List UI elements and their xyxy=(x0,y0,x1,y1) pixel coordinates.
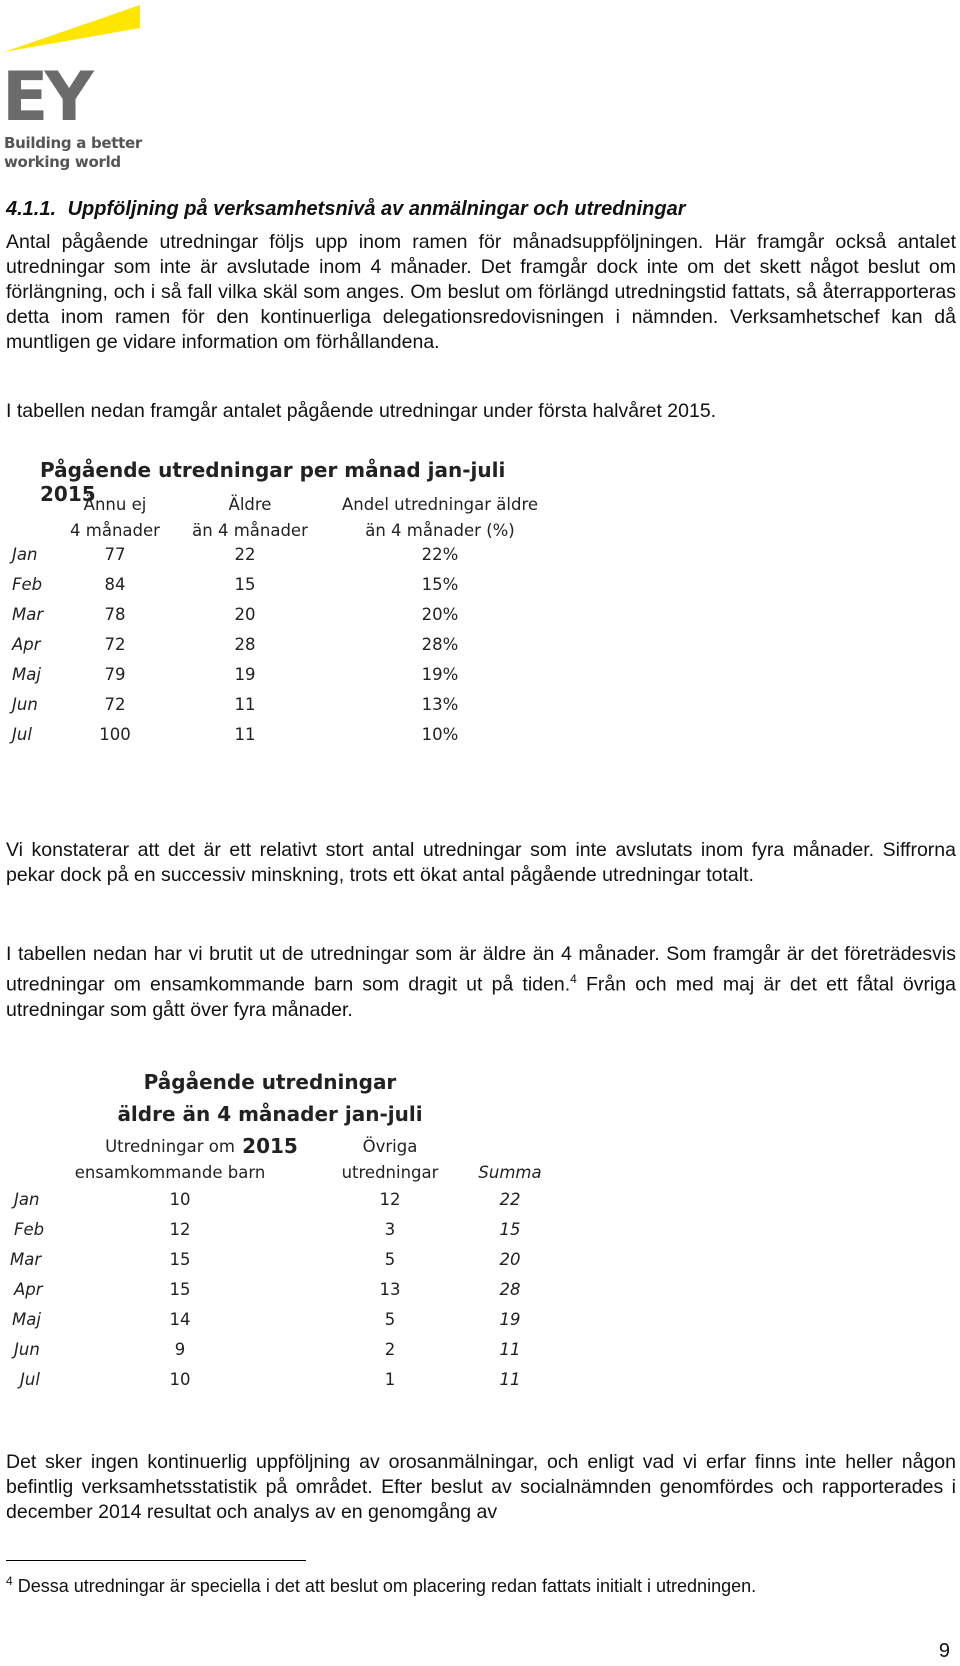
table1-older: 28 xyxy=(234,635,256,654)
table-row xyxy=(0,1190,600,1218)
table1-older: 20 xyxy=(234,605,256,624)
table1-month: Mar xyxy=(12,605,44,624)
table-row xyxy=(0,725,600,753)
table-row xyxy=(0,545,600,573)
table2-sum: 22 xyxy=(499,1190,521,1209)
table1-month: Jun xyxy=(12,695,38,714)
table1-month: Feb xyxy=(12,575,43,594)
table1-month: Jan xyxy=(12,545,38,564)
table2-other: 5 xyxy=(384,1310,396,1329)
paragraph-3: Vi konstaterar att det är ett relativt stort antal utredningar som inte avslutats inom fyra månader. Siffrorna pekar dock på en successiv minskning, trots ett ökat antal pågående utredningar totalt. xyxy=(6,839,956,886)
table1-header-share-line1: Andel utredningar äldre xyxy=(341,495,539,514)
footnote-divider xyxy=(6,1560,306,1561)
page-number: 9 xyxy=(938,1640,950,1662)
table1-older: 15 xyxy=(234,575,256,594)
paragraph-5: Det sker ingen kontinuerlig uppföljning av orosanmälningar, och enligt vad vi erfar finns inte heller någon befintlig verksamhetsstatistik på området. Efter beslut av socialnämnden genomfördes och rapporterades i december 2014 resultat och analys av en genomgång av xyxy=(6,1451,956,1523)
table2-header-unaccompanied xyxy=(60,1134,280,1186)
table1-older: 19 xyxy=(234,665,256,684)
table1-header-under4-line1: Ännu ej xyxy=(83,495,147,514)
table2-unaccompanied: 15 xyxy=(169,1250,191,1269)
ey-tagline-line2: working world xyxy=(4,153,121,171)
table1-month: Maj xyxy=(12,665,41,684)
table2-header-other xyxy=(320,1134,460,1186)
table1-older: 11 xyxy=(234,725,256,744)
table1-under4: 78 xyxy=(104,605,126,624)
table1-under4: 77 xyxy=(104,545,126,564)
table2-other: 13 xyxy=(379,1280,401,1299)
table2-sum: 11 xyxy=(499,1370,521,1389)
footnote xyxy=(6,1574,756,1597)
table2-other: 5 xyxy=(384,1250,396,1269)
table1-under4: 84 xyxy=(104,575,126,594)
paragraph-4-part1: I tabellen nedan har vi brutit ut de utredningar som är äldre än 4 månader. Som framgår är det företrädesvis utredningar om ensamkommande barn som dragit ut på tiden. xyxy=(6,943,956,996)
table1-share: 28% xyxy=(421,635,459,654)
table-row xyxy=(0,605,600,633)
table1-older: 22 xyxy=(234,545,256,564)
paragraph-4-part2: Från och med maj är det ett fåtal övriga utredningar som gått över fyra månader. xyxy=(6,973,957,1021)
ey-logo-wordmark: EY xyxy=(2,58,90,137)
table-row xyxy=(0,1280,600,1308)
ey-tagline xyxy=(4,134,154,172)
table-row xyxy=(0,665,600,693)
table1-share: 13% xyxy=(421,695,459,714)
table-row xyxy=(0,1220,600,1248)
ey-tagline-line1: Building a better xyxy=(4,134,142,152)
table-row xyxy=(0,1370,600,1398)
table2-other: 3 xyxy=(384,1220,396,1239)
table2-month: Jun xyxy=(14,1340,40,1359)
table1-header-older-line1: Äldre xyxy=(228,495,272,514)
table1-month: Jul xyxy=(12,725,32,744)
table2-month: Maj xyxy=(12,1310,41,1329)
section-heading xyxy=(6,198,686,221)
table1-share: 20% xyxy=(421,605,459,624)
table1-title: Pågående utredningar per månad jan-juli 2015 xyxy=(40,458,506,506)
table1-share: 10% xyxy=(421,725,459,744)
footnote-marker: 4 xyxy=(6,1574,13,1588)
table2-other: 12 xyxy=(379,1190,401,1209)
ey-logo-beam xyxy=(4,5,140,52)
footnote-ref: 4 xyxy=(570,972,577,986)
table2-sum: 11 xyxy=(499,1340,521,1359)
table2-unaccompanied: 9 xyxy=(174,1340,186,1359)
footnote-text: Dessa utredningar är speciella i det att beslut om placering redan fattats initialt i utredningen. xyxy=(12,1576,757,1596)
table2-header-unaccompanied-line1: Utredningar om xyxy=(105,1137,235,1156)
table1-header-under4 xyxy=(50,492,180,544)
paragraph-1: Antal pågående utredningar följs upp inom ramen för månadsuppföljningen. Här framgår också antalet utredningar som inte är avslutade inom 4 månader. Det framgår dock inte om det skett något beslut om förlängning, och i så fall vilka skäl som anges. Om beslut om förlängd utredningstid fattats, så återrapporteras detta inom ramen för den kontinuerliga delegationsredovisningen i nämnden. Verksamhetschef kan då muntligen ge vidare information om förhållandena. xyxy=(6,231,956,353)
table2-month: Mar xyxy=(10,1250,42,1269)
table1-older: 11 xyxy=(234,695,256,714)
table2-title-line2: äldre än 4 månader jan-juli 2015 xyxy=(117,1102,423,1158)
table2-other: 2 xyxy=(384,1340,396,1359)
table2-unaccompanied: 12 xyxy=(169,1220,191,1239)
table-row xyxy=(0,1250,600,1278)
table1-header-older-line2: än 4 månader xyxy=(192,521,308,540)
table1-under4: 100 xyxy=(99,725,131,744)
table1-share: 22% xyxy=(421,545,459,564)
table2-unaccompanied: 15 xyxy=(169,1280,191,1299)
table2-header-other-line1: Övriga xyxy=(362,1137,418,1156)
table-row xyxy=(0,635,600,663)
table1-share: 19% xyxy=(421,665,459,684)
table2-sum: 19 xyxy=(499,1310,521,1329)
table2-header-sum: Summa xyxy=(478,1163,542,1182)
table2-unaccompanied: 14 xyxy=(169,1310,191,1329)
table1-header-share-line2: än 4 månader (%) xyxy=(365,521,515,540)
table2-header-other-line2: utredningar xyxy=(341,1163,439,1182)
table-row xyxy=(0,1310,600,1338)
table1-under4: 72 xyxy=(104,695,126,714)
table-row xyxy=(0,695,600,723)
table2-sum: 20 xyxy=(499,1250,521,1269)
table2-title-line1: Pågående utredningar xyxy=(143,1070,397,1094)
table2-sum: 28 xyxy=(499,1280,521,1299)
table-row xyxy=(0,1340,600,1368)
table1-header-older xyxy=(180,492,320,544)
table1-header-under4-line2: 4 månader xyxy=(70,521,160,540)
table2-unaccompanied: 10 xyxy=(169,1370,191,1389)
table2-month: Feb xyxy=(14,1220,45,1239)
table2-month: Jan xyxy=(14,1190,40,1209)
paragraph-2: I tabellen nedan framgår antalet pågående utredningar under första halvåret 2015. xyxy=(6,400,717,422)
table-row xyxy=(0,575,600,603)
table1-under4: 72 xyxy=(104,635,126,654)
table2-month: Jul xyxy=(20,1370,40,1389)
table1-month: Apr xyxy=(12,635,41,654)
table2-header-unaccompanied-line2: ensamkommande barn xyxy=(74,1163,266,1182)
table1-under4: 79 xyxy=(104,665,126,684)
table2-sum: 15 xyxy=(499,1220,521,1239)
table2-month: Apr xyxy=(14,1280,43,1299)
section-title: Uppföljning på verksamhetsnivå av anmälningar och utredningar xyxy=(67,198,686,220)
table1-header-share xyxy=(320,492,560,544)
table2-other: 1 xyxy=(384,1370,396,1389)
section-number: 4.1.1. xyxy=(6,198,57,220)
table1-share: 15% xyxy=(421,575,459,594)
paragraph-4 xyxy=(6,942,956,1023)
table2-unaccompanied: 10 xyxy=(169,1190,191,1209)
